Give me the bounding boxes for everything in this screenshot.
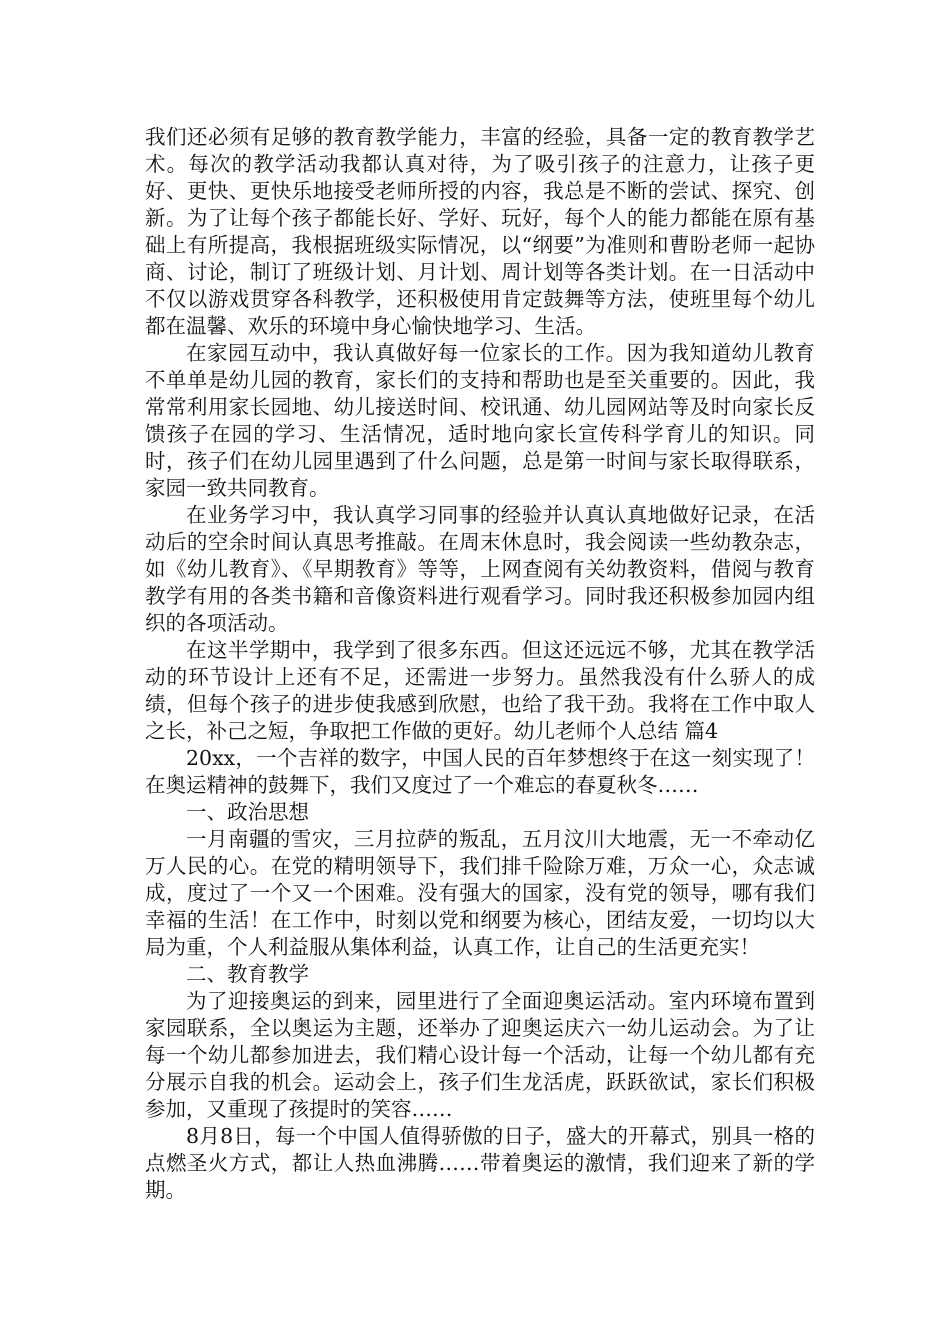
paragraph-professional-study: 在业务学习中，我认真学习同事的经验并认真认真地做好记录，在活动后的空余时间认真思考推敲。在周末休息时，我会阅读一些幼教杂志，如《幼儿教育》、《早期教育》等等，上网查阅有关幼教资料，借阅与教育教学有用的各类书籍和音像资料进行观看学习。同时我还积极参加园内组织的各项活动。 [145, 503, 815, 635]
section-heading-education-teaching: 二、教育教学 [186, 962, 309, 986]
document-body [145, 124, 815, 1204]
paragraph-semester-summary: 在这半学期中，我学到了很多东西。但这还远远不够，尤其在教学活动的环节设计上还有不足，还需进一步努力。虽然我没有什么骄人的成绩，但每个孩子的进步使我感到欣慰，也给了我干劲。我将在工作中取人之长，补己之短，争取把工作做的更好。幼儿老师个人总结 篇4 [145, 638, 815, 743]
paragraph-olympic-activities: 为了迎接奥运的到来，园里进行了全面迎奥运活动。室内环境布置到家园联系，全以奥运为主题，还举办了迎奥运庆六一幼儿运动会。为了让每一个幼儿都参加进去，我们精心设计每一个活动，让每一个幼儿都有充分展示自我的机会。运动会上，孩子们生龙活虎，跃跃欲试，家长们积极参加，又重现了孩提时的笑容…… [145, 989, 815, 1121]
paragraph-teaching-ability: 我们还必须有足够的教育教学能力，丰富的经验，具备一定的教育教学艺术。每次的教学活动我都认真对待，为了吸引孩子的注意力，让孩子更好、更快、更快乐地接受老师所授的内容，我总是不断的尝试、探究、创新。为了让每个孩子都能长好、学好、玩好，每个人的能力都能在原有基础上有所提高，我根据班级实际情况，以“纲要”为准则和曹盼老师一起协商、讨论，制订了班级计划、月计划、周计划等各类计划。在一日活动中不仅以游戏贯穿各科教学，还积极使用肯定鼓舞等方法，使班里每个幼儿都在温馨、欢乐的环境中身心愉快地学习、生活。 [145, 125, 815, 338]
section-heading-political-thought: 一、政治思想 [186, 800, 309, 824]
paragraph-olympic-year-intro: 20xx，一个吉祥的数字，中国人民的百年梦想终于在这一刻实现了！在奥运精神的鼓舞下，我们又度过了一个难忘的春夏秋冬…… [145, 746, 815, 797]
paragraph-home-school-interaction: 在家园互动中，我认真做好每一位家长的工作。因为我知道幼儿教育不单单是幼儿园的教育，家长们的支持和帮助也是至关重要的。因此，我常常利用家长园地、幼儿接送时间、校讯通、幼儿园网站等及时向家长反馈孩子在园的学习、生活情况，适时地向家长宣传科学育儿的知识。同时，孩子们在幼儿园里遇到了什么问题，总是第一时间与家长取得联系，家园一致共同教育。 [145, 341, 815, 500]
paragraph-political-thought: 一月南疆的雪灾，三月拉萨的叛乱，五月汶川大地震，无一不牵动亿万人民的心。在党的精明领导下，我们排千险除万难，万众一心，众志诚成，度过了一个又一个困难。没有强大的国家，没有党的领导，哪有我们幸福的生活！在工作中，时刻以党和纲要为核心，团结友爱，一切均以大局为重，个人利益服从集体利益，认真工作，让自己的生活更充实！ [145, 827, 815, 959]
paragraph-opening-ceremony: 8月8日，每一个中国人值得骄傲的日子，盛大的开幕式，别具一格的点燃圣火方式，都让人热血沸腾……带着奥运的激情，我们迎来了新的学期。 [145, 1124, 815, 1202]
